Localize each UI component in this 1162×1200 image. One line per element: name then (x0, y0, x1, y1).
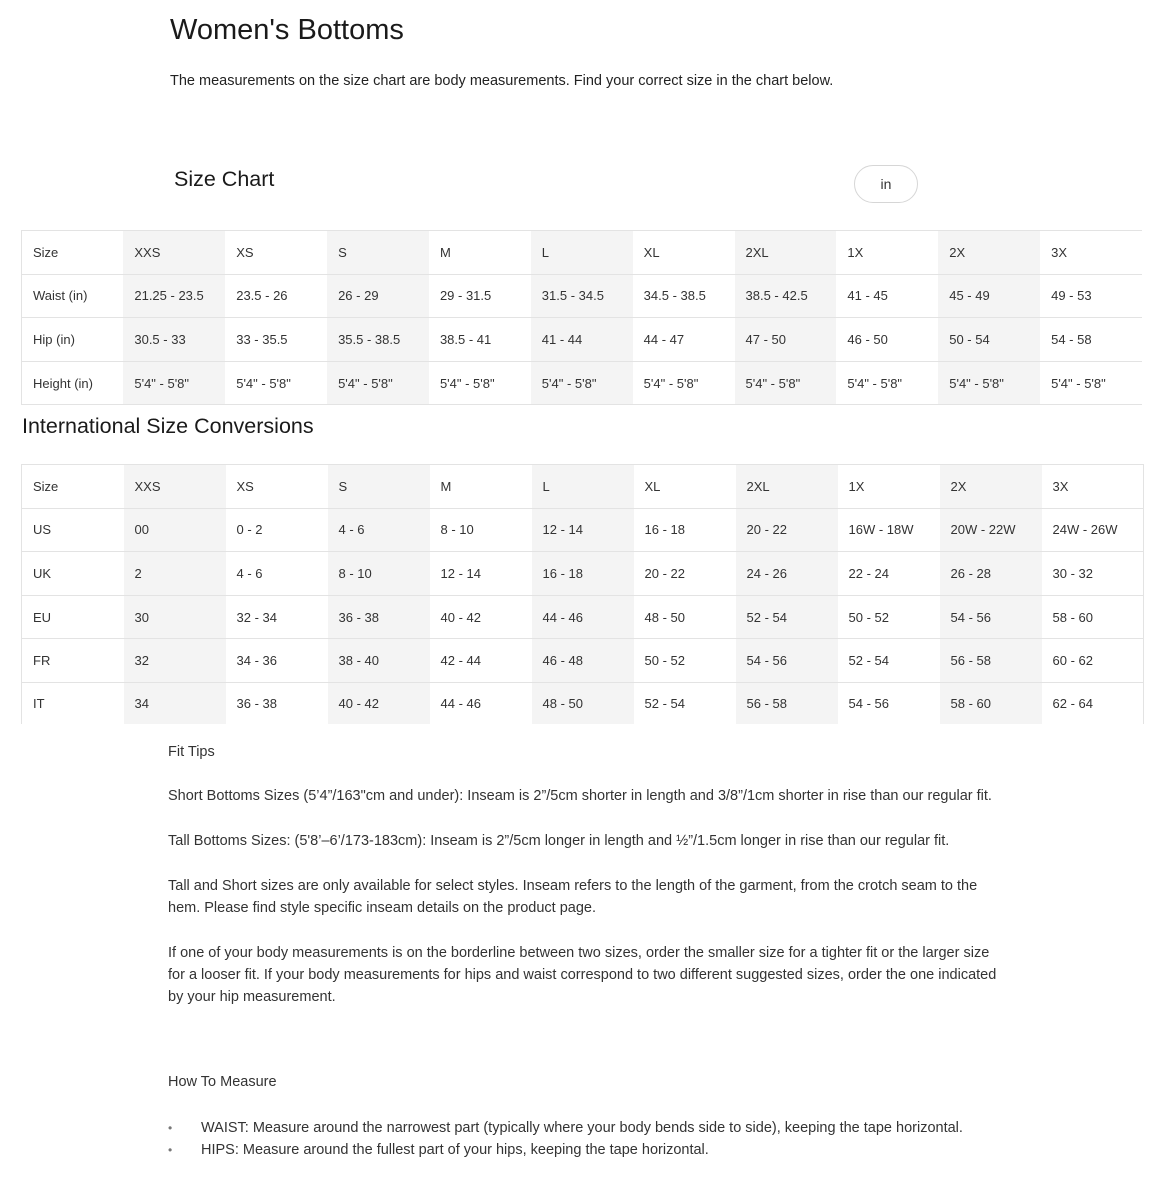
size-header-cell: 3X (1040, 231, 1142, 275)
table-header-row (22, 231, 1143, 275)
size-header-cell: XL (633, 231, 735, 275)
bullet-icon: • (168, 1121, 173, 1135)
row-label-cell: FR (22, 639, 124, 683)
table-row (22, 508, 1144, 552)
how-to-measure-title: How To Measure (168, 1074, 277, 1090)
table-cell: 26 - 29 (327, 274, 429, 318)
table-cell: 46 - 50 (836, 318, 938, 362)
size-header-cell: XS (225, 231, 327, 275)
table-cell: 5'4" - 5'8" (327, 361, 429, 405)
size-header-cell: XL (634, 465, 736, 509)
table-cell: 0 - 2 (226, 508, 328, 552)
table-cell: 26 - 28 (940, 552, 1042, 596)
table-row (22, 552, 1144, 596)
table-header-row (22, 465, 1144, 509)
table-cell: 40 - 42 (430, 595, 532, 639)
size-header-cell: XXS (123, 231, 225, 275)
table-cell: 34 (124, 682, 226, 724)
table-cell: 22 - 24 (838, 552, 940, 596)
fit-tips-section (168, 741, 998, 1031)
table-cell: 5'4" - 5'8" (836, 361, 938, 405)
table-cell: 41 - 45 (836, 274, 938, 318)
table-cell: 20 - 22 (736, 508, 838, 552)
table-cell: 8 - 10 (430, 508, 532, 552)
table-cell: 5'4" - 5'8" (735, 361, 837, 405)
size-header-cell: S (328, 465, 430, 509)
table-cell: 56 - 58 (736, 682, 838, 724)
table-cell: 52 - 54 (736, 595, 838, 639)
table-cell: 5'4" - 5'8" (123, 361, 225, 405)
table-cell: 46 - 48 (532, 639, 634, 683)
size-header-cell: L (532, 465, 634, 509)
table-cell: 00 (124, 508, 226, 552)
table-cell: 5'4" - 5'8" (938, 361, 1040, 405)
table-cell: 54 - 58 (1040, 318, 1142, 362)
measure-hips-text: HIPS: Measure around the fullest part of your hips, keeping the tape horizontal. (201, 1142, 709, 1158)
table-cell: 5'4" - 5'8" (225, 361, 327, 405)
table-cell: 35.5 - 38.5 (327, 318, 429, 362)
table-row (22, 318, 1143, 362)
size-header-cell: XS (226, 465, 328, 509)
table-row (22, 595, 1144, 639)
bullet-icon: • (168, 1143, 173, 1157)
row-label-cell: Size (22, 465, 124, 509)
row-label-cell: US (22, 508, 124, 552)
table-cell: 38.5 - 42.5 (735, 274, 837, 318)
page-title: Women's Bottoms (170, 14, 404, 46)
table-cell: 24 - 26 (736, 552, 838, 596)
table-cell: 44 - 47 (633, 318, 735, 362)
fit-tip-short: Short Bottoms Sizes (5’4”/163"cm and under): Inseam is 2”/5cm shorter in length and 3/8”/1cm shorter in rise than our regular fit. (168, 788, 992, 804)
fit-tip-borderline: If one of your body measurements is on the borderline between two sizes, order the smaller size for a tighter fit or the larger size for a looser fit. If your body measurements for hips and waist correspond to two different suggested sizes, order the one indicated by your hip measurement. (168, 945, 997, 1005)
table-cell: 38 - 40 (328, 639, 430, 683)
table-cell: 47 - 50 (735, 318, 837, 362)
table-cell: 45 - 49 (938, 274, 1040, 318)
size-header-cell: 1X (838, 465, 940, 509)
table-cell: 12 - 14 (532, 508, 634, 552)
table-cell: 49 - 53 (1040, 274, 1142, 318)
table-cell: 33 - 35.5 (225, 318, 327, 362)
table-cell: 56 - 58 (940, 639, 1042, 683)
table-cell: 4 - 6 (226, 552, 328, 596)
size-header-cell: S (327, 231, 429, 275)
table-cell: 32 (124, 639, 226, 683)
table-cell: 20 - 22 (634, 552, 736, 596)
table-row (22, 639, 1144, 683)
table-cell: 21.25 - 23.5 (123, 274, 225, 318)
list-item-waist (168, 1117, 963, 1139)
table-row (22, 682, 1144, 724)
unit-toggle-button[interactable]: in (854, 165, 918, 203)
table-cell: 34.5 - 38.5 (633, 274, 735, 318)
intro-text: The measurements on the size chart are body measurements. Find your correct size in the chart below. (170, 73, 834, 89)
size-header-cell: 2X (938, 231, 1040, 275)
table-cell: 29 - 31.5 (429, 274, 531, 318)
list-item-hips (168, 1139, 963, 1161)
table-cell: 30.5 - 33 (123, 318, 225, 362)
table-cell: 30 - 32 (1042, 552, 1144, 596)
table-cell: 16 - 18 (532, 552, 634, 596)
fit-tips-title: Fit Tips (168, 744, 215, 760)
size-header-cell: L (531, 231, 633, 275)
table-cell: 8 - 10 (328, 552, 430, 596)
table-cell: 50 - 52 (838, 595, 940, 639)
table-cell: 50 - 52 (634, 639, 736, 683)
table-cell: 24W - 26W (1042, 508, 1144, 552)
table-cell: 36 - 38 (236, 696, 277, 712)
table-cell: 44 - 46 (532, 595, 634, 639)
table-cell: 34 - 36 (226, 639, 328, 683)
size-header-cell: XXS (124, 465, 226, 509)
row-label-cell: Height (in) (22, 361, 124, 405)
table-cell: 50 - 54 (938, 318, 1040, 362)
table-cell: 54 - 56 (940, 595, 1042, 639)
table-cell: 5'4" - 5'8" (531, 361, 633, 405)
size-header-cell: 2XL (735, 231, 837, 275)
table-cell: 52 - 54 (838, 639, 940, 683)
row-label-cell: UK (22, 552, 124, 596)
table-cell: 48 - 50 (634, 595, 736, 639)
table-cell: 42 - 44 (430, 639, 532, 683)
table-cell: 16W - 18W (838, 508, 940, 552)
size-header-cell: M (430, 465, 532, 509)
table-cell: 12 - 14 (430, 552, 532, 596)
table-cell: 52 - 54 (644, 696, 685, 712)
size-header-cell: M (429, 231, 531, 275)
table-cell: 38.5 - 41 (429, 318, 531, 362)
row-label-cell: IT (22, 682, 124, 724)
table-cell: 30 (124, 595, 226, 639)
table-cell: 41 - 44 (531, 318, 633, 362)
table-cell: 5'4" - 5'8" (1040, 361, 1142, 405)
row-label-cell: EU (22, 595, 124, 639)
size-chart-title: Size Chart (174, 167, 275, 191)
row-label-cell: Size (22, 231, 124, 275)
table-cell: 58 - 60 (1042, 595, 1144, 639)
row-label-cell: Waist (in) (22, 274, 124, 318)
table-cell: 36 - 38 (328, 595, 430, 639)
table-cell: 20W - 22W (940, 508, 1042, 552)
size-header-cell: 2XL (736, 465, 838, 509)
row-label-cell: Hip (in) (22, 318, 124, 362)
table-cell: 32 - 34 (226, 595, 328, 639)
measure-waist-text: WAIST: Measure around the narrowest part (typically where your body bends side to side), keeping the tape horizontal. (201, 1120, 963, 1136)
size-header-cell: 1X (836, 231, 938, 275)
table-row (22, 361, 1143, 405)
table-cell: 54 - 56 (736, 639, 838, 683)
fit-tip-tall: Tall Bottoms Sizes: (5'8’–6’/173-183cm): Inseam is 2”/5cm longer in length and ½”/1.5cm longer in rise than our regular fit. (168, 833, 950, 849)
table-cell: 62 - 64 (1042, 682, 1144, 724)
fit-tip-availability: Tall and Short sizes are only available for select styles. Inseam refers to the length of the garment, from the crotch seam to the hem. Please find style specific inseam details on the product page. (168, 878, 978, 916)
table-cell: 5'4" - 5'8" (429, 361, 531, 405)
table-cell: 60 - 62 (1042, 639, 1144, 683)
table-cell: 16 - 18 (634, 508, 736, 552)
size-chart-table (21, 230, 1142, 405)
table-cell: 2 (124, 552, 226, 596)
table-cell: 48 - 50 (532, 682, 634, 724)
table-cell: 5'4" - 5'8" (633, 361, 735, 405)
international-size-table (21, 464, 1144, 724)
size-header-cell: 3X (1042, 465, 1144, 509)
size-header-cell: 2X (940, 465, 1042, 509)
international-conversions-title: International Size Conversions (22, 414, 314, 438)
table-cell: 23.5 - 26 (225, 274, 327, 318)
table-row (22, 274, 1143, 318)
table-cell: 4 - 6 (328, 508, 430, 552)
how-to-measure-list (168, 1117, 963, 1161)
table-cell: 58 - 60 (940, 682, 1042, 724)
table-cell: 54 - 56 (848, 696, 889, 712)
table-cell: 40 - 42 (328, 682, 430, 724)
table-cell: 31.5 - 34.5 (531, 274, 633, 318)
table-cell: 44 - 46 (440, 696, 481, 712)
